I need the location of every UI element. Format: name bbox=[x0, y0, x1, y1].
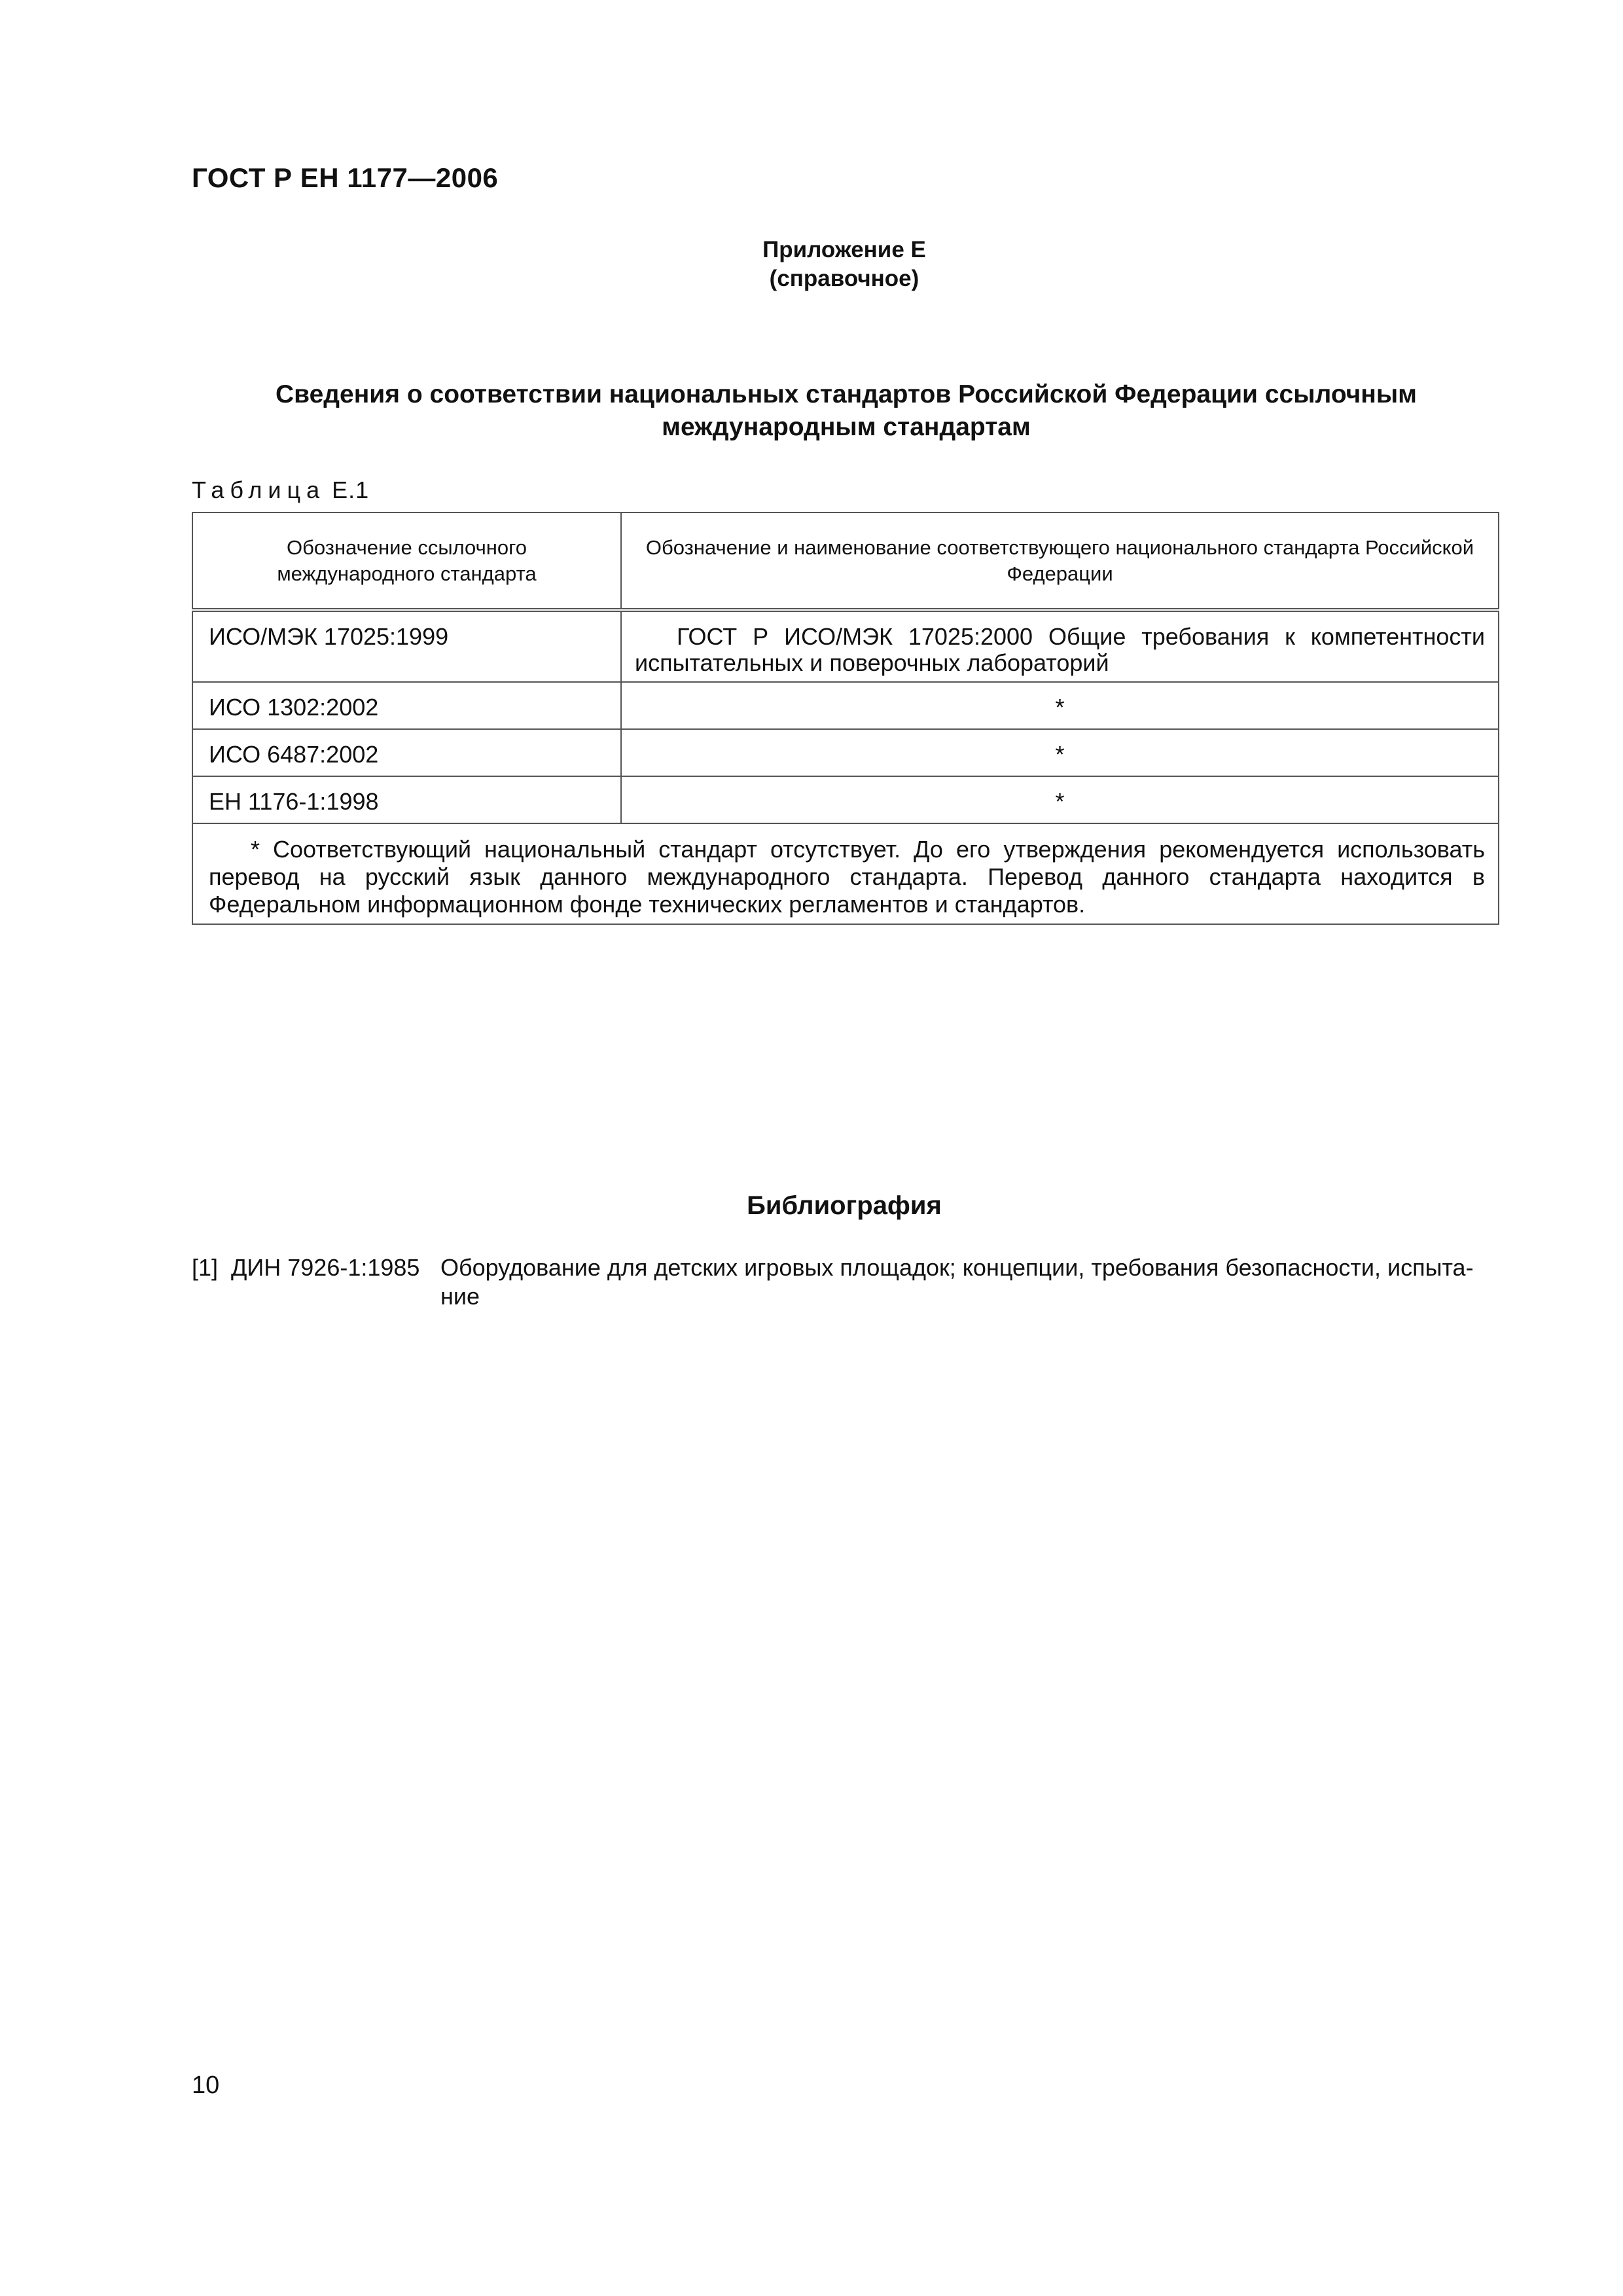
bibliography-entry-code: ДИН 7926-1:1985 bbox=[231, 1254, 420, 1281]
bibliography-title: Библиография bbox=[747, 1191, 942, 1220]
section-title-line1: Сведения о соответствии национальных стандартов Российской Федерации ссылочным bbox=[275, 380, 1418, 408]
appendix-title: Приложение Е bbox=[762, 237, 926, 262]
table-cell-national: ГОСТ Р ИСО/МЭК 17025:2000 Общие требования к компетентности испытательных и поверочных лабораторий bbox=[621, 610, 1499, 682]
bibliography-entry bbox=[192, 1253, 1498, 1311]
table-caption bbox=[192, 476, 369, 504]
bibliography-entry-number: [1] bbox=[192, 1254, 219, 1281]
table-cell-international: ИСО 1302:2002 bbox=[192, 682, 621, 729]
table-cell-national: * bbox=[621, 729, 1499, 776]
table-row bbox=[192, 776, 1499, 823]
table-caption-word: Таблица bbox=[192, 476, 326, 503]
appendix-type: (справочное) bbox=[769, 266, 919, 291]
table-footnote-row bbox=[192, 823, 1499, 924]
bibliography-entry-text: Оборудование для детских игровых площадок; концепции, требования безопасности, испыта-ние bbox=[440, 1254, 1474, 1310]
appendix-heading bbox=[0, 236, 1623, 293]
table-header-row bbox=[192, 512, 1499, 610]
table-row bbox=[192, 610, 1499, 682]
section-title bbox=[192, 378, 1501, 444]
table-header-international: Обозначение ссылочного международного стандарта bbox=[192, 512, 621, 610]
reference-table bbox=[192, 512, 1499, 925]
table-cell-international: ИСО/МЭК 17025:1999 bbox=[192, 610, 621, 682]
page-number: 10 bbox=[192, 2072, 220, 2099]
table-cell-international: ИСО 6487:2002 bbox=[192, 729, 621, 776]
table-cell-national: * bbox=[621, 776, 1499, 823]
document-header: ГОСТ Р ЕН 1177—2006 bbox=[192, 162, 499, 193]
table-header-national: Обозначение и наименование соответствующего национального стандарта Российской Федерации bbox=[621, 512, 1499, 610]
table-footnote: * Соответствующий национальный стандарт отсутствует. До его утверждения рекомендуется использовать перевод на русский язык данного международного стандарта. Перевод данного стандарта находится в Федеральном информационном фонде технических регламентов и стандартов. bbox=[192, 823, 1499, 924]
section-title-line2: международным стандартам bbox=[662, 413, 1031, 441]
table-caption-number: Е.1 bbox=[332, 476, 370, 503]
table-row bbox=[192, 682, 1499, 729]
table-row bbox=[192, 729, 1499, 776]
table-cell-international: ЕН 1176-1:1998 bbox=[192, 776, 621, 823]
table-cell-national: * bbox=[621, 682, 1499, 729]
